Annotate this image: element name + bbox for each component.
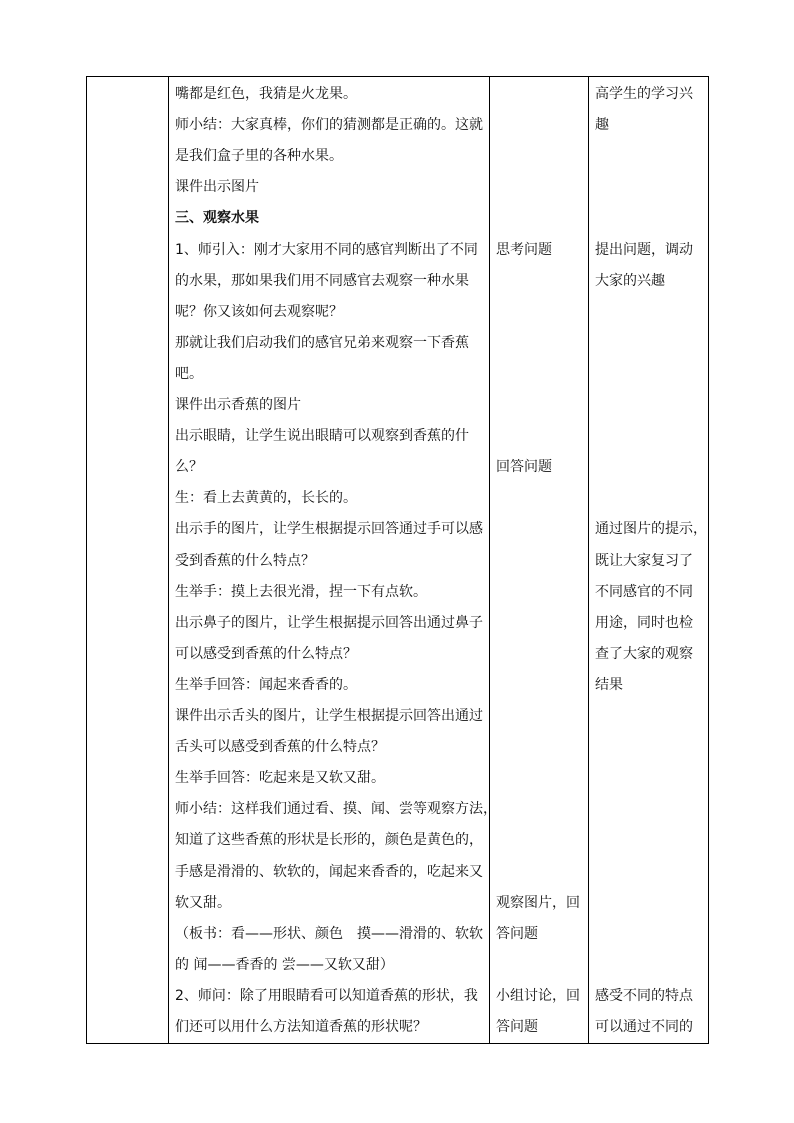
student-activity-line: 回答问题 (496, 459, 552, 476)
content-line: 吧。 (175, 365, 203, 382)
teaching-content-cell (169, 77, 497, 1044)
content-line: 受到香蕉的什么特点？ (175, 552, 315, 569)
content-line: （板书：看——形状、颜色 摸——滑滑的、软软 (175, 925, 483, 942)
design-intent-line: 大家的兴趣 (595, 272, 665, 289)
design-intent-line: 感受不同的特点 (595, 987, 693, 1004)
content-line: 呢？你又该如何去观察呢？ (175, 303, 343, 320)
student-activity-line: 思考问题 (496, 241, 552, 258)
content-line: 课件出示舌头的图片，让学生根据提示回答出通过 (175, 708, 483, 724)
content-line: 课件出示图片 (175, 179, 259, 196)
student-activity-line: 小组讨论，回 (496, 987, 580, 1004)
design-intent-line: 趣 (595, 117, 609, 134)
content-line: 那就让我们启动我们的感官兄弟来观察一下香蕉 (175, 334, 469, 351)
content-line: 2、师问：除了用眼睛看可以知道香蕉的形状，我 (175, 987, 478, 1004)
student-activity-line: 答问题 (496, 1019, 538, 1035)
table-row (87, 77, 709, 1044)
design-intent-line: 可以通过不同的 (595, 1019, 693, 1035)
content-line: 生举手：摸上去很光滑，捏一下有点软。 (175, 583, 427, 600)
content-line: 1、师引入：刚才大家用不同的感官判断出了不同 (175, 241, 478, 258)
content-line: 可以感受到香蕉的什么特点？ (175, 645, 357, 662)
content-line: 嘴都是红色，我猜是火龙果。 (175, 86, 357, 102)
design-intent-line: 结果 (595, 676, 623, 693)
design-intent-line: 不同感官的不同 (595, 583, 693, 600)
content-line: 知道了这些香蕉的形状是长形的，颜色是黄色的， (175, 832, 483, 849)
design-intent-line: 用途，同时也检 (595, 614, 693, 631)
content-line: 是我们盒子里的各种水果。 (175, 148, 343, 165)
content-line: 师小结：大家真棒，你们的猜测都是正确的。这就 (175, 117, 483, 134)
content-line: 么？ (175, 459, 203, 476)
student-activity-line: 答问题 (496, 925, 538, 942)
content-line: 出示眼睛，让学生说出眼睛可以观察到香蕉的什 (175, 428, 469, 445)
content-line: 出示鼻子的图片，让学生根据提示回答出通过鼻子 (175, 614, 483, 631)
content-line: 舌头可以感受到香蕉的什么特点？ (175, 739, 385, 756)
content-line: 出示手的图片，让学生根据提示回答通过手可以感 (175, 521, 483, 538)
content-line: 们还可以用什么方法知道香蕉的形状呢？ (175, 1019, 427, 1035)
content-line: 三、观察水果 (175, 210, 259, 227)
content-line: 生举手回答：闻起来香香的。 (175, 676, 357, 693)
content-line: 的水果，那如果我们用不同感官去观察一种水果 (175, 272, 469, 289)
content-line: 课件出示香蕉的图片 (175, 397, 301, 413)
content-line: 软又甜。 (175, 894, 231, 911)
student-activity-line: 观察图片，回 (496, 894, 580, 911)
content-line: 的 闻——香香的 尝——又软又甜） (175, 956, 394, 973)
design-intent-line: 既让大家复习了 (595, 552, 693, 569)
content-line: 手感是滑滑的、软软的，闻起来香香的，吃起来又 (175, 863, 483, 880)
design-intent-line: 查了大家的观察 (595, 645, 693, 662)
content-line: 生举手回答：吃起来是又软又甜。 (175, 770, 385, 787)
design-intent-line: 高学生的学习兴 (595, 86, 693, 102)
design-intent-cell (589, 77, 709, 1044)
stage-column-cell (87, 77, 169, 1044)
content-line: 师小结：这样我们通过看、摸、闻、尝等观察方法， (175, 801, 497, 818)
content-line: 生：看上去黄黄的，长长的。 (175, 490, 357, 507)
design-intent-line: 通过图片的提示， (595, 521, 707, 538)
student-activity-cell (490, 77, 589, 1044)
design-intent-line: 提出问题，调动 (595, 241, 693, 258)
lesson-plan-table (86, 76, 709, 1044)
